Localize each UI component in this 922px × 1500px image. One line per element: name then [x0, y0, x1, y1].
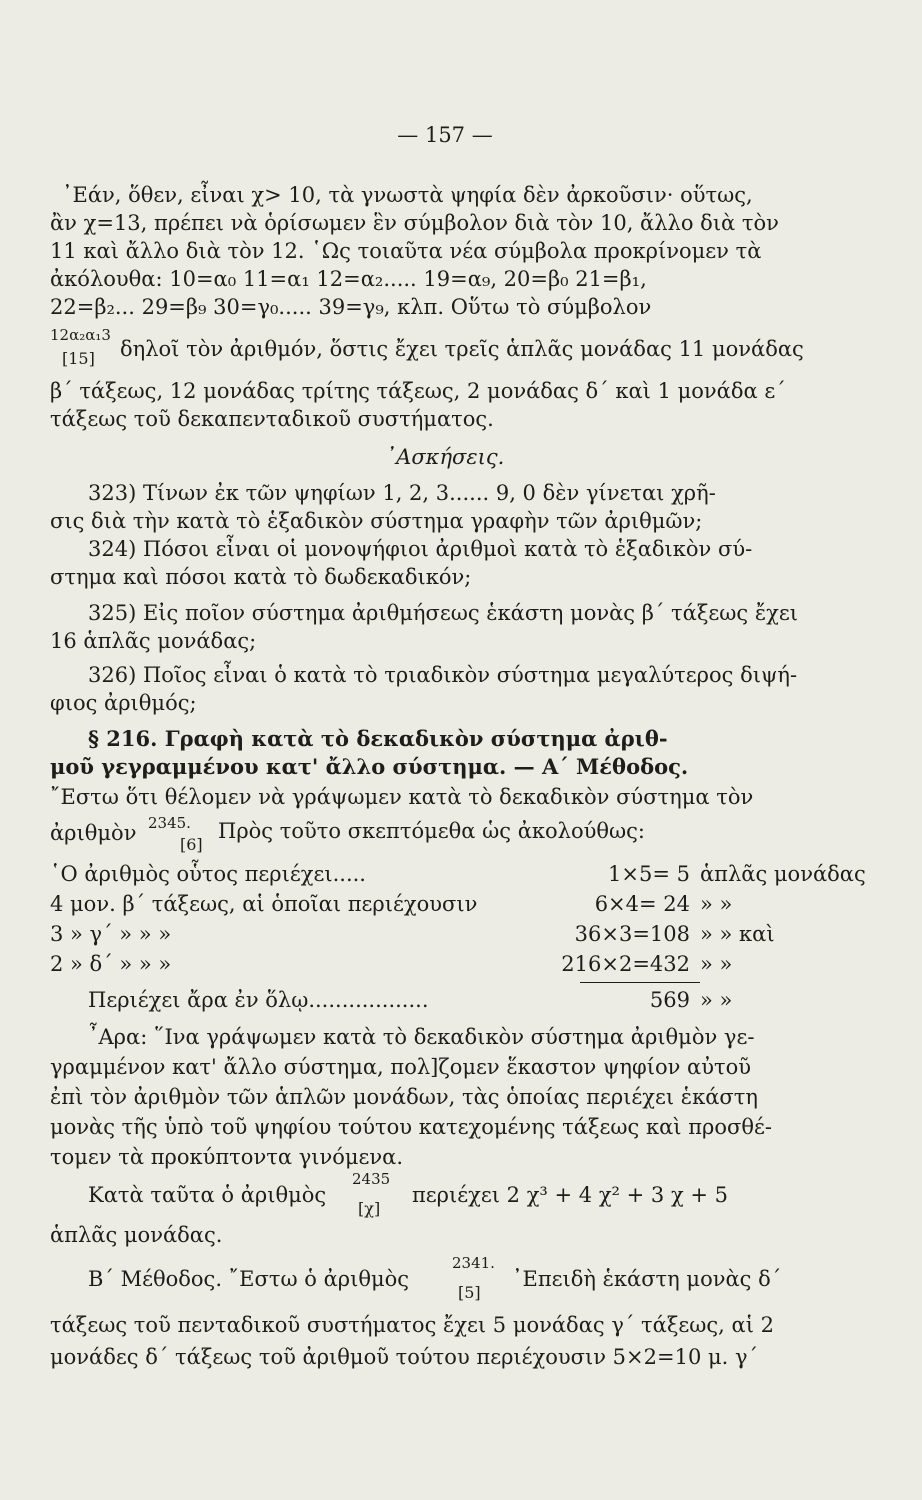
kata-suffix: περιέχει 2 χ³ + 4 χ² + 3 χ + 5	[412, 1183, 728, 1207]
kata-base: [χ]	[358, 1199, 381, 1218]
conclusion-line: μονὰς τῆς ὑπὸ τοῦ ψηφίου τούτου κατεχομένης τάξεως καὶ προσθέ-	[50, 1115, 772, 1139]
row-calc: 6×4= 24	[594, 892, 690, 916]
conclusion-line: ἐπὶ τὸν ἀριθμὸν τῶν ἁπλῶν μονάδων, τὰς ὁποίας περιέχει ἑκάστη	[50, 1085, 758, 1109]
kata-end: ἁπλᾶς μονάδας.	[50, 1223, 223, 1247]
row-unit: » »	[700, 952, 733, 976]
exercise-line: 323) Τίνων ἐκ τῶν ψηφίων 1, 2, 3...... 9, 0 δὲν γίνεται χρῆ-	[88, 481, 716, 505]
method-a-line: ῎Εστω ὅτι θέλομεν νὰ γράψωμεν κατὰ τὸ δεκαδικὸν σύστημα τὸν	[50, 785, 754, 809]
row-label: 2 » δ´ » » »	[50, 952, 172, 976]
text-line: ἀκόλουθα: 10=α₀ 11=α₁ 12=α₂..... 19=α₉, 20=β₀ 21=β₁,	[50, 267, 647, 291]
sum-rule	[580, 982, 700, 983]
number-a-top: 2345.	[148, 814, 191, 832]
text-line: ἂν χ=13, πρέπει νὰ ὁρίσωμεν ἓν σύμβολον διὰ τὸν 10, ἄλλο διὰ τὸν	[50, 211, 779, 235]
page-number: — 157 —	[397, 123, 493, 147]
method-a-line: ἀριθμὸν	[50, 821, 137, 845]
text-line: τάξεως τοῦ δεκαπενταδικοῦ συστήματος.	[50, 407, 494, 431]
text-line: β´ τάξεως, 12 μονάδας τρίτης τάξεως, 2 μονάδας δ´ καὶ 1 μονάδα ε´	[50, 379, 786, 403]
kata-top: 2435	[352, 1170, 391, 1188]
row-unit: » » καὶ	[700, 922, 775, 946]
method-b-line: τάξεως τοῦ πενταδικοῦ συστήματος ἔχει 5 μονάδας γ´ τάξεως, αἱ 2	[50, 1313, 774, 1337]
method-b-base: [5]	[458, 1283, 481, 1302]
row-label: ῾Ο ἀριθμὸς οὗτος περιέχει.....	[50, 862, 366, 886]
exercise-line: 16 ἁπλᾶς μονάδας;	[50, 629, 257, 653]
row-calc: 1×5= 5	[608, 862, 690, 886]
row-label: Περιέχει ἄρα ἐν ὅλῳ..................	[88, 988, 429, 1012]
method-b-suffix: ᾿Επειδὴ ἑκάστη μονὰς δ´	[512, 1267, 782, 1291]
table-row	[50, 952, 840, 980]
row-unit: » »	[700, 892, 733, 916]
method-b-top: 2341.	[452, 1254, 495, 1272]
method-b-line: μονάδες δ´ τάξεως τοῦ ἀριθμοῦ τούτου περιέχουσιν 5×2=10 μ. γ´	[50, 1345, 759, 1369]
exercise-line: σις διὰ τὴν κατὰ τὸ ἑξαδικὸν σύστημα γραφὴν τῶν ἀριθμῶν;	[50, 509, 703, 533]
symbol-top: 12α₂α₁3	[50, 326, 111, 344]
row-calc: 216×2=432	[561, 952, 690, 976]
exercise-line: 325) Εἰς ποῖον σύστημα ἀριθμήσεως ἑκάστη μονὰς β´ τάξεως ἔχει	[88, 601, 798, 625]
row-calc: 36×3=108	[574, 922, 690, 946]
section-title: μοῦ γεγραμμένου κατ' ἄλλο σύστημα. — Α´ Μέθοδος.	[50, 754, 689, 779]
method-a-line: Πρὸς τοῦτο σκεπτόμεθα ὡς ἀκολούθως:	[218, 819, 645, 843]
conclusion-line: γραμμένον κατ' ἄλλο σύστημα, πολ]ζομεν ἕκαστον ψηφίον αὐτοῦ	[50, 1055, 752, 1079]
kata-prefix: Κατὰ ταῦτα ὁ ἀριθμὸς	[88, 1183, 327, 1207]
exercise-line: 326) Ποῖος εἶναι ὁ κατὰ τὸ τριαδικὸν σύστημα μεγαλύτερος διψή-	[88, 663, 798, 687]
conclusion-line: τομεν τὰ προκύπτοντα γινόμενα.	[50, 1145, 404, 1169]
conclusion-line: ῏Αρα: ῞Ινα γράψωμεν κατὰ τὸ δεκαδικὸν σύστημα ἀριθμὸν γε-	[88, 1025, 755, 1049]
table-row	[50, 922, 840, 950]
exercises-heading: ᾿Ασκήσεις.	[385, 445, 505, 469]
exercise-line: 324) Πόσοι εἶναι οἱ μονοψήφιοι ἀριθμοὶ κατὰ τὸ ἑξαδικὸν σύ-	[88, 537, 753, 561]
text-line: 11 καὶ ἄλλο διὰ τὸν 12. ῾Ως τοιαῦτα νέα σύμβολα προκρίνομεν τὰ	[50, 239, 762, 263]
row-calc: 569	[649, 988, 690, 1012]
method-b-prefix: Β´ Μέθοδος. ῎Εστω ὁ ἀριθμὸς	[88, 1267, 410, 1291]
row-unit: ἁπλᾶς μονάδας	[700, 862, 866, 886]
text-line: δηλοῖ τὸν ἀριθμόν, ὅστις ἔχει τρεῖς ἁπλᾶς μονάδας 11 μονάδας	[120, 337, 804, 361]
exercise-line: φιος ἀριθμός;	[50, 691, 197, 715]
row-unit: » »	[700, 988, 733, 1012]
text-line: ᾿Εάν, ὅθεν, εἶναι χ> 10, τὰ γνωστὰ ψηφία δὲν ἀρκοῦσιν· οὕτως,	[62, 183, 753, 207]
row-label: 3 » γ´ » » »	[50, 922, 172, 946]
table-row	[50, 892, 840, 920]
symbol-base: [15]	[62, 349, 95, 368]
exercise-line: στημα καὶ πόσοι κατὰ τὸ δωδεκαδικόν;	[50, 565, 472, 589]
table-row	[50, 862, 866, 890]
section-title: § 216. Γραφὴ κατὰ τὸ δεκαδικὸν σύστημα ἀριθ-	[88, 726, 668, 751]
text-line: 22=β₂... 29=β₉ 30=γ₀..... 39=γ₉, κλπ. Οὕτω τὸ σύμβολον	[50, 295, 652, 319]
table-row-total	[88, 988, 840, 1016]
number-a-base: [6]	[180, 835, 203, 854]
row-label: 4 μον. β´ τάξεως, αἱ ὁποῖαι περιέχουσιν	[50, 892, 478, 916]
